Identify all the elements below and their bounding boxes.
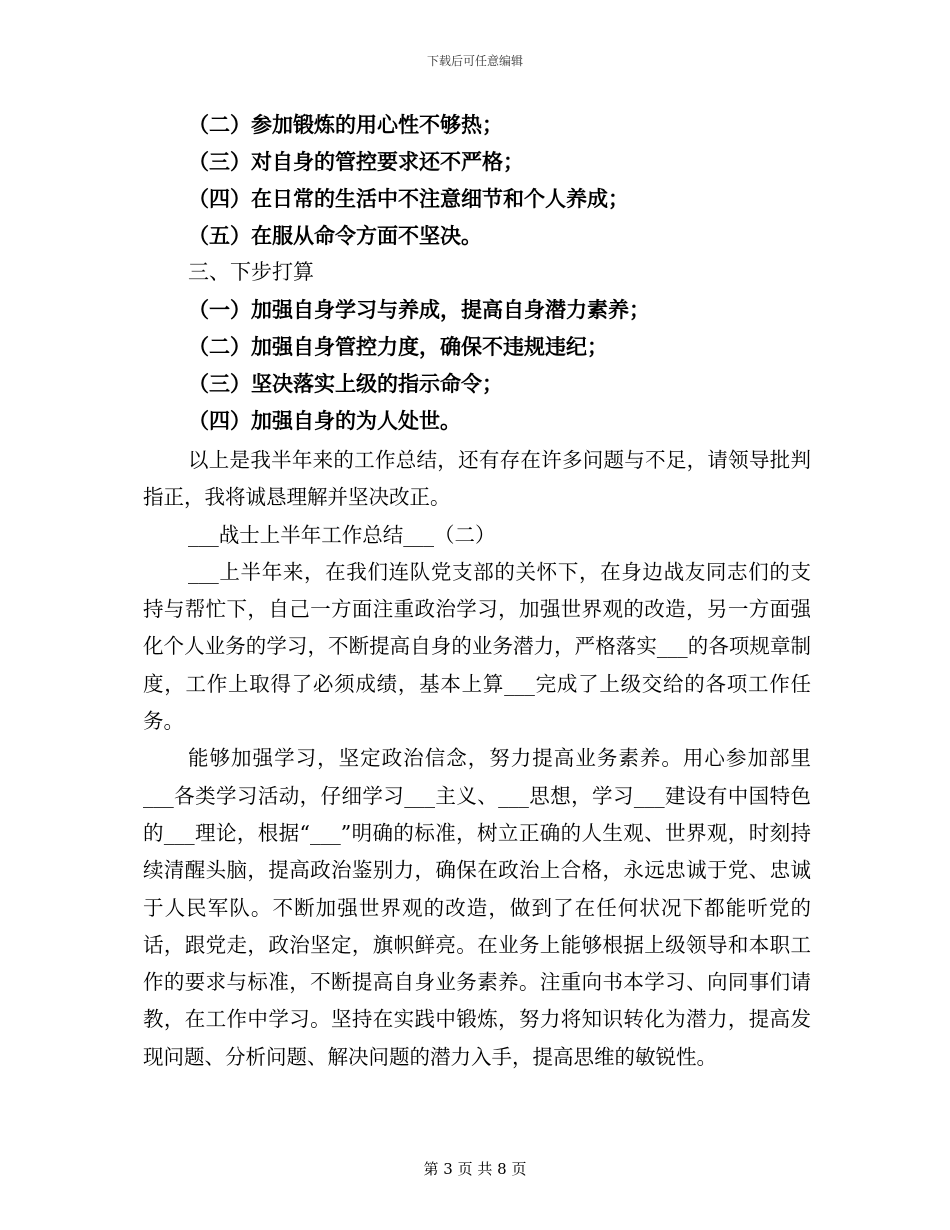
- plan-item-4: （四）加强自身的为人处世。: [188, 408, 461, 433]
- second-summary-title-text: ___战士上半年工作总结___（二）: [188, 522, 496, 547]
- issue-item-2: （二）参加锻炼的用心性不够热；: [188, 112, 503, 137]
- body-paragraph-1-text: ___上半年来，在我们连队党支部的关怀下，在身边战友同志们的支持与帮忙下，自己一方面注重政治学习，加强世界观的改造，另一方面强化个人业务的学习，不断提高自身的业务潜力，严格落实___的各项规章制度，工作上取得了必须成绩，基本上算___完成了上级交给的各项工作任务。: [143, 559, 811, 734]
- document-body: [143, 106, 811, 1076]
- issue-item-5: （五）在服从命令方面不坚决。: [188, 223, 482, 248]
- body-paragraph-1: [143, 554, 811, 740]
- page-header: 下载后可任意编辑: [426, 54, 523, 68]
- plan-item-1: （一）加强自身学习与养成，提高自身潜力素养；: [188, 297, 650, 322]
- body-paragraph-2: [143, 740, 811, 1076]
- plan-item-3: （三）坚决落实上级的指示命令；: [188, 371, 503, 396]
- second-summary-title: [143, 517, 811, 554]
- plan-item-2: （二）加强自身管控力度，确保不违规违纪；: [188, 334, 608, 359]
- section-heading-next-steps: 三、下步打算: [188, 260, 314, 284]
- issue-item-4: （四）在日常的生活中不注意细节和个人养成；: [188, 186, 629, 211]
- closing-text: 以上是我半年来的工作总结，还有存在许多问题与不足，请领导批判指正，我将诚恳理解并坚决改正。: [143, 448, 811, 510]
- page-footer: 第 3 页 共 8 页: [423, 1160, 527, 1178]
- body-paragraph-2-text: 能够加强学习，坚定政治信念，努力提高业务素养。用心参加部里___各类学习活动，仔细学习___主义、___思想，学习___建设有中国特色的___理论，根据“___”明确的标准，树立正确的人生观、世界观，时刻持续清醒头脑，提高政治鉴别力，确保在政治上合格，永远忠诚于党、忠诚于人民军队。不断加强世界观的改造，做到了在任何状况下都能听党的话，跟党走，政治坚定，旗帜鲜亮。在业务上能够根据上级领导和本职工作的要求与标准，不断提高自身业务素养。注重向书本学习、向同事们请教，在工作中学习。坚持在实践中锻炼，努力将知识转化为潜力，提高发现问题、分析问题、解决问题的潜力入手，提高思维的敏锐性。: [143, 746, 811, 1069]
- issue-item-3: （三）对自身的管控要求还不严格；: [188, 149, 524, 174]
- closing-paragraph: [143, 442, 811, 517]
